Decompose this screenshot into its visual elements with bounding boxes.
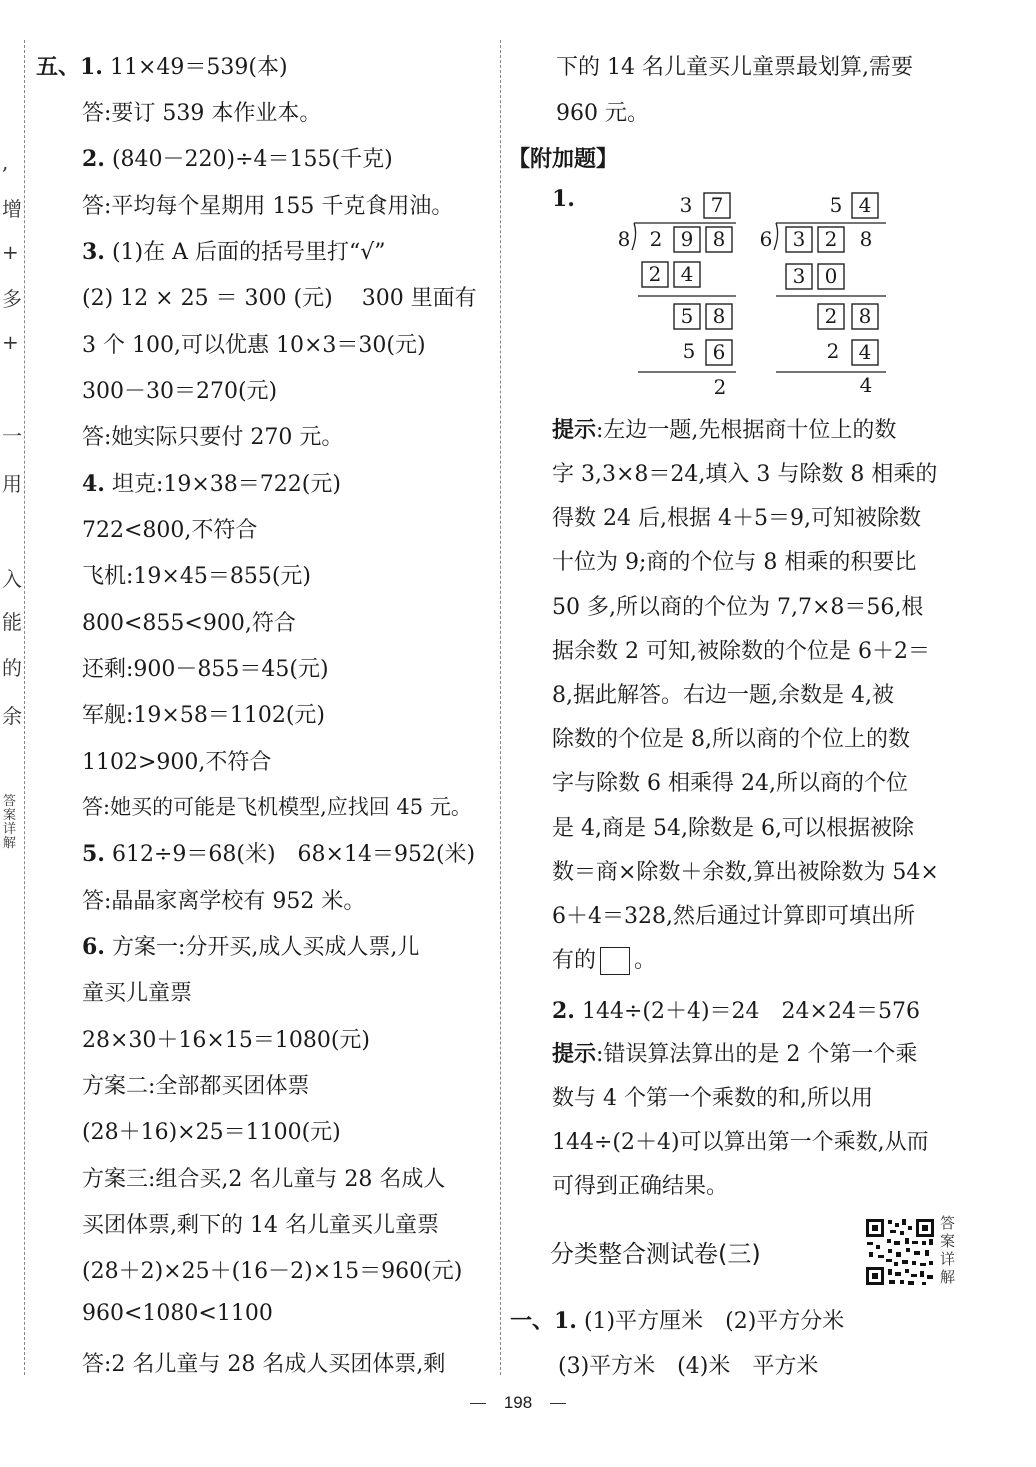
answer-text: 612÷9＝68(米) 68×14＝952(米): [104, 842, 476, 867]
bonus-section-heading: 【附加题】: [508, 146, 619, 172]
question-number: 一、1.: [510, 1308, 577, 1334]
edge-char: 入: [2, 567, 22, 591]
hint-line: 可得到正确结果。: [552, 1174, 729, 1199]
page-number-text: 198: [503, 1393, 533, 1412]
long-division-right: [758, 188, 894, 409]
left-divider: [24, 40, 25, 1375]
answer-text: (1)平方厘米 (2)平方分米: [576, 1309, 845, 1334]
digit: 4: [858, 193, 872, 217]
digit: 2: [826, 339, 840, 363]
digit: 2: [824, 227, 838, 251]
digit: 6: [712, 340, 726, 364]
question-number: 五、1.: [36, 54, 103, 80]
answer-text: (840－220)÷4＝155(千克): [104, 147, 393, 172]
edge-char: 用: [2, 472, 22, 496]
answer-text: 坦克:19×38＝722(元): [104, 472, 341, 497]
answer-line: [82, 837, 475, 868]
digit: 5: [682, 339, 696, 363]
digit: 2: [648, 262, 662, 286]
digit: 2: [649, 227, 663, 251]
digit: 3: [679, 193, 693, 217]
answer-line: [82, 235, 386, 266]
answer-line: 方案二:全部都买团体票: [82, 1074, 310, 1099]
digit: 8: [858, 304, 872, 328]
digit: 4: [680, 262, 694, 286]
page-number: [0, 1393, 1036, 1413]
hint-text: :左边一题,先根据商十位上的数: [596, 418, 897, 443]
hint-text: 有的: [552, 948, 597, 973]
digit: 8: [859, 227, 873, 251]
hint-text: :错误算法算出的是 2 个第一个乘: [596, 1042, 918, 1067]
hint-line: 据余数 2 可知,被除数的个位是 6＋2＝: [552, 639, 930, 664]
answer-line: [552, 994, 920, 1025]
edge-char: 能: [2, 610, 22, 634]
question-number: 4.: [82, 471, 105, 497]
digit: 3: [792, 227, 806, 251]
answer-text: (1)在 A 后面的括号里打“√”: [104, 240, 386, 265]
question-number: 3.: [82, 239, 105, 265]
hint-line: [552, 413, 896, 444]
long-division-left-svg: [612, 188, 742, 403]
digit: 2: [824, 304, 838, 328]
hint-line: 6＋4＝328,然后通过计算即可填出所: [552, 904, 915, 929]
hint-line: 144÷(2＋4)可以算出第一个乘数,从而: [552, 1130, 929, 1155]
answer-line: 300－30＝270(元): [82, 379, 278, 404]
digit: 7: [710, 193, 724, 217]
hint-line: [552, 1037, 917, 1068]
hint-line: [552, 943, 656, 975]
hint-line: 除数的个位是 8,所以商的个位上的数: [552, 727, 910, 752]
hint-line: 数与 4 个第一个乘数的和,所以用: [552, 1086, 873, 1111]
answer-line: 方案三:组合买,2 名儿童与 28 名成人: [82, 1167, 446, 1192]
question-number: 5.: [82, 841, 105, 867]
question-number: 1.: [552, 186, 575, 212]
test-paper-title: 分类整合测试卷(三): [550, 1240, 761, 1268]
answer-line: [36, 50, 288, 81]
answer-line: [82, 467, 341, 498]
answer-line: [82, 930, 419, 961]
answer-line: 还剩:900－855＝45(元): [82, 657, 329, 682]
answer-line: 下的 14 名儿童买儿童票最划算,需要: [556, 55, 913, 80]
answer-line: (28＋16)×25＝1100(元): [82, 1120, 341, 1145]
hint-line: 数＝商×除数＋余数,算出被除数为 54×: [552, 860, 939, 885]
empty-box-symbol: [600, 947, 630, 975]
answer-line: 军舰:19×58＝1102(元): [82, 703, 325, 728]
digit: 3: [792, 264, 806, 288]
answer-line: 答:要订 539 本作业本。: [82, 101, 322, 126]
hint-line: 50 多,所以商的个位为 7,7×8＝56,根: [552, 595, 924, 620]
hint-line: 字与除数 6 相乘得 24,所以商的个位: [552, 771, 908, 796]
digit: 5: [829, 193, 843, 217]
answer-line: 1102>900,不符合: [82, 750, 272, 775]
answer-line: 童买儿童票: [82, 981, 193, 1006]
digit: 9: [680, 227, 694, 251]
answer-line: 28×30＋16×15＝1080(元): [82, 1028, 370, 1053]
edge-answer-tag: 答案详解: [3, 794, 17, 851]
answer-line: 答:她买的可能是飞机模型,应找回 45 元。: [82, 795, 472, 819]
digit: 6: [759, 227, 773, 251]
answer-line: 960 元。: [556, 101, 649, 126]
answer-line: 722<800,不符合: [82, 518, 258, 543]
answer-line: [82, 142, 393, 173]
digit: 8: [617, 227, 631, 251]
digit: 2: [713, 375, 727, 399]
answer-line: (28＋2)×25＋(16－2)×15＝960(元): [82, 1259, 463, 1284]
edge-char: 一: [2, 424, 22, 448]
hint-label: 提示: [552, 1041, 597, 1067]
hint-line: 十位为 9;商的个位与 8 相乘的积要比: [552, 550, 917, 575]
digit: 8: [712, 304, 726, 328]
answer-text: 11×49＝539(本): [102, 55, 288, 80]
answer-text: 方案一:分开买,成人买成人票,儿: [104, 935, 420, 960]
hint-text: 。: [634, 948, 657, 973]
edge-char: ,: [2, 150, 9, 174]
digit: 5: [680, 304, 694, 328]
edge-char: +: [2, 240, 19, 264]
answer-line: 答:她实际只要付 270 元。: [82, 425, 344, 450]
answer-text: 144÷(2＋4)＝24 24×24＝576: [574, 999, 920, 1024]
qr-code-icon[interactable]: [864, 1217, 936, 1287]
answer-line: 买团体票,剩下的 14 名儿童买儿童票: [82, 1213, 439, 1238]
answer-line: 飞机:19×45＝855(元): [82, 564, 311, 589]
answer-line: 答:晶晶家离学校有 952 米。: [82, 889, 366, 914]
answer-line: 3 个 100,可以优惠 10×3＝30(元): [82, 333, 426, 358]
qr-code-label: 答案详解: [940, 1214, 956, 1286]
column-divider: [500, 40, 501, 1375]
long-division-left: [612, 188, 742, 409]
edge-char: 的: [2, 656, 22, 680]
hint-line: 8,据此解答。右边一题,余数是 4,被: [552, 683, 894, 708]
question-number: 2.: [552, 998, 575, 1024]
long-division-right-svg: [758, 188, 894, 403]
edge-char: 多: [2, 287, 22, 311]
answer-line: 800<855<900,符合: [82, 611, 296, 636]
left-edge-fragments: [0, 0, 20, 1467]
hint-line: 字 3,3×8＝24,填入 3 与除数 8 相乘的: [552, 462, 938, 487]
question-number: 6.: [82, 934, 105, 960]
answer-line: (3)平方米 (4)米 平方米: [558, 1354, 819, 1379]
hint-line: 得数 24 后,根据 4＋5＝9,可知被除数: [552, 506, 921, 531]
edge-char: +: [2, 330, 19, 354]
answer-line: 答:2 名儿童与 28 名成人买团体票,剩: [82, 1352, 446, 1377]
digit: 4: [859, 373, 873, 397]
hint-label: 提示: [552, 417, 597, 443]
answer-line: 960<1080<1100: [82, 1301, 273, 1326]
answer-line: 答:平均每个星期用 155 千克食用油。: [82, 194, 454, 219]
edge-char: 余: [2, 704, 22, 728]
question-number: 2.: [82, 146, 105, 172]
answer-line: (2) 12 × 25 ＝ 300 (元) 300 里面有: [82, 286, 477, 311]
edge-char: 增: [2, 197, 22, 221]
hint-line: 是 4,商是 54,除数是 6,可以根据被除: [552, 816, 914, 841]
digit: 4: [858, 340, 872, 364]
answer-line: [510, 1304, 844, 1335]
digit: 8: [712, 227, 726, 251]
digit: 0: [824, 264, 838, 288]
